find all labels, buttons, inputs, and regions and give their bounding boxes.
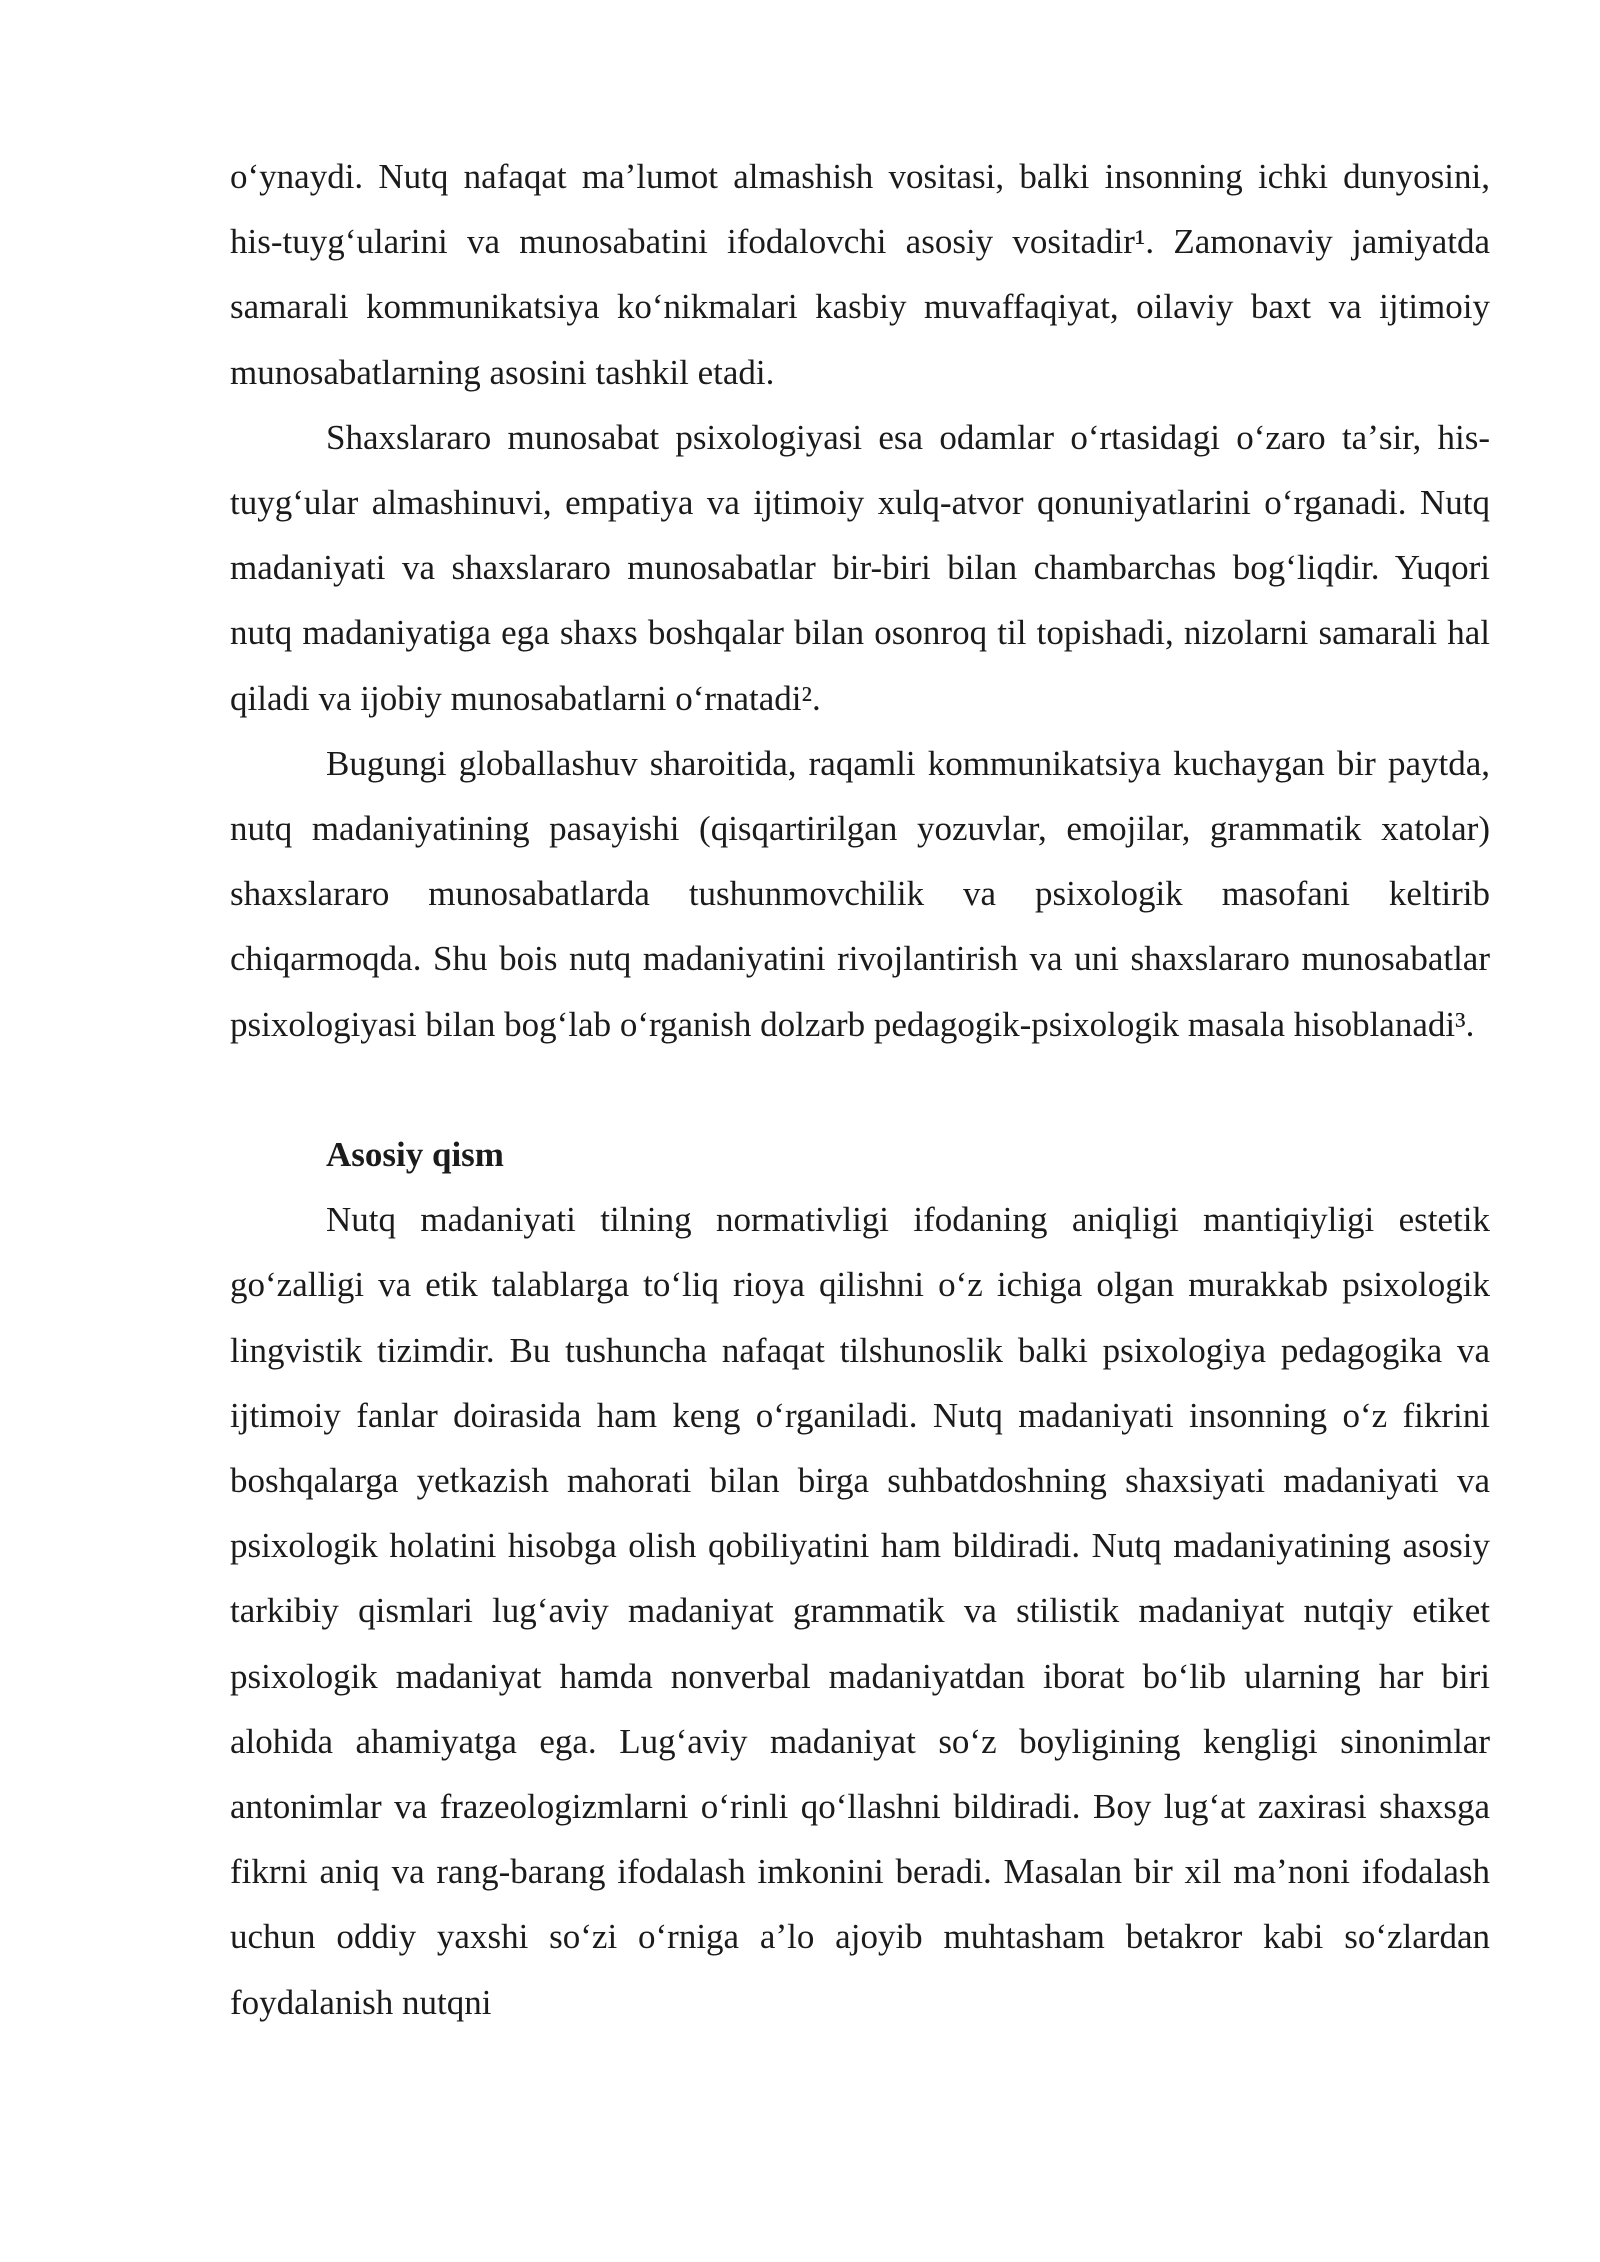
paragraph-globalization: Bugungi globallashuv sharoitida, raqamli kommunikatsiya kuchaygan bir paytda, nutq madaniyatining pasayishi (qisqartirilgan yozuvlar, emojilar, grammatik xatolar) shaxslararo munosabatlarda tushunmovchilik va psixologik masofani keltirib chiqarmoqda. Shu bois nutq madaniyatini rivojlantirish va uni shaxslararo munosabatlar psixologiyasi bilan bogʻlab oʻrganish dolzarb pedagogik-psixologik masala hisoblanadi³. xyxy=(230,743,1490,1044)
document-body xyxy=(230,144,1490,2035)
paragraph-interpersonal-psychology: Shaxslararo munosabat psixologiyasi esa odamlar oʻrtasidagi oʻzaro taʼsir, his-tuygʻular almashinuvi, empatiya va ijtimoiy xulq-atvor qonuniyatlarini oʻrganadi. Nutq madaniyati va shaxslararo munosabatlar bir-biri bilan chambarchas bogʻliqdir. Yuqori nutq madaniyatiga ega shaxs boshqalar bilan osonroq til topishadi, nizolarni samarali hal qiladi va ijobiy munosabatlarni oʻrnatadi². xyxy=(230,417,1490,718)
blank-line xyxy=(230,1057,1490,1122)
paragraph-speech-culture: Nutq madaniyati tilning normativligi ifodaning aniqligi mantiqiyligi estetik goʻzalligi va etik talablarga toʻliq rioya qilishni oʻz ichiga olgan murakkab psixologik lingvistik tizimdir. Bu tushuncha nafaqat tilshunoslik balki psixologiya pedagogika va ijtimoiy fanlar doirasida ham keng oʻrganiladi. Nutq madaniyati insonning oʻz fikrini boshqalarga yetkazish mahorati bilan birga suhbatdoshning shaxsiyati madaniyati va psixologik holatini hisobga olish qobiliyatini ham bildiradi. Nutq madaniyatining asosiy tarkibiy qismlari lugʻaviy madaniyat grammatik va stilistik madaniyat nutqiy etiket psixologik madaniyat hamda nonverbal madaniyatdan iborat boʻlib ularning har biri alohida ahamiyatga ega. Lugʻaviy madaniyat soʻz boyligining kengligi sinonimlar antonimlar va frazeologizmlarni oʻrinli qoʻllashni bildiradi. Boy lugʻat zaxirasi shaxsga fikrni aniq va rang-barang ifodalash imkonini beradi. Masalan bir xil maʼnoni ifodalash uchun oddiy yaxshi soʻzi oʻrniga aʼlo ajoyib muhtasham betakror kabi soʻzlardan foydalanish nutqni xyxy=(230,1200,1490,2022)
section-heading: Asosiy qism xyxy=(326,1135,504,1175)
paragraph-continuation: oʻynaydi. Nutq nafaqat maʼlumot almashish vositasi, balki insonning ichki dunyosini, his-tuygʻularini va munosabatini ifodalovchi asosiy vositadir¹. Zamonaviy jamiyatda samarali kommunikatsiya koʻnikmalari kasbiy muvaffaqiyat, oilaviy baxt va ijtimoiy munosabatlarning asosini tashkil etadi. xyxy=(230,157,1490,392)
